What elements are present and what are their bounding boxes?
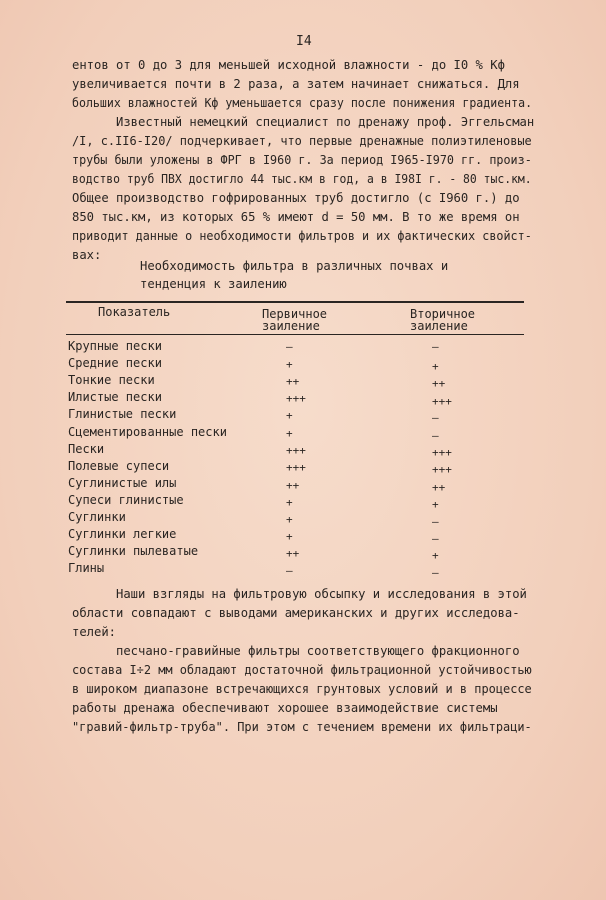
- table-caption-line: тенденция к заилению: [140, 277, 287, 291]
- primary-mark: +++: [286, 392, 306, 405]
- text-line: увеличивается почти в 2 раза, а затем начинает снижаться. Для: [72, 77, 520, 91]
- secondary-mark: ++: [432, 481, 446, 494]
- primary-mark: ++: [286, 375, 300, 388]
- primary-mark: +: [286, 530, 293, 543]
- secondary-mark: +: [432, 360, 439, 373]
- header-primary-line2: заиление: [262, 319, 320, 333]
- table-row-label: Суглинки: [68, 510, 126, 524]
- text-line: /I, с.II6-I20/ подчеркивает, что первые дренажные полиэтиленовые: [72, 134, 532, 148]
- table-top-rule: [66, 301, 524, 303]
- table-row-label: Средние пески: [68, 356, 162, 370]
- text-line: телей:: [72, 625, 117, 639]
- table-row-label: Суглинки легкие: [68, 527, 177, 541]
- primary-mark: –: [286, 564, 293, 577]
- primary-mark: –: [286, 340, 293, 353]
- primary-mark: +: [286, 427, 293, 440]
- primary-mark: +++: [286, 444, 306, 457]
- secondary-mark: –: [432, 340, 439, 353]
- text-line: "гравий-фильтр-труба". При этом с течением времени их фильтраци-: [72, 720, 532, 734]
- table-row-label: Супеси глинистые: [68, 493, 184, 507]
- secondary-mark: +++: [432, 446, 452, 459]
- table-row-label: Полевые супеси: [68, 459, 170, 473]
- primary-mark: +: [286, 409, 293, 422]
- secondary-mark: –: [432, 532, 439, 545]
- text-line: трубы были уложены в ФРГ в I960 г. За период I965-I970 гг. произ-: [72, 153, 532, 167]
- primary-mark: +: [286, 496, 293, 509]
- primary-mark: ++: [286, 479, 300, 492]
- text-line: 850 тыс.км, из которых 65 % имеют d = 50 мм. В то же время он: [72, 210, 520, 224]
- text-line: приводит данные о необходимости фильтров и их фактических свойст-: [72, 229, 532, 243]
- table-row-label: Глины: [68, 561, 105, 575]
- table-row-label: Пески: [68, 442, 105, 456]
- secondary-mark: +++: [432, 463, 452, 476]
- secondary-mark: –: [432, 429, 439, 442]
- secondary-mark: +++: [432, 395, 452, 408]
- page-number: I4: [296, 34, 312, 49]
- text-line: водство труб ПВХ достигло 44 тыс.км в год, а в I98I г. - 80 тыс.км.: [72, 172, 532, 186]
- header-secondary-line2: заиление: [410, 319, 468, 333]
- text-line: Известный немецкий специалист по дренажу проф. Эггельсман: [116, 115, 535, 129]
- header-indicator: Показатель: [98, 305, 171, 319]
- text-line: Общее производство гофрированных труб достигло (с I960 г.) до: [72, 191, 520, 205]
- secondary-mark: +: [432, 498, 439, 511]
- text-line: больших влажностей Кф уменьшается сразу после понижения градиента.: [72, 96, 533, 110]
- text-line: в широком диапазоне встречающихся грунтовых условий и в процессе: [72, 682, 532, 696]
- table-row-label: Суглинистые илы: [68, 476, 177, 490]
- secondary-mark: ++: [432, 377, 446, 390]
- table-header-rule: [66, 334, 524, 335]
- text-line: вах:: [72, 248, 102, 262]
- table-row-label: Глинистые пески: [68, 407, 177, 421]
- header-secondary-line1: Вторичное: [410, 307, 476, 321]
- secondary-mark: –: [432, 515, 439, 528]
- table-row-label: Крупные пески: [68, 339, 162, 353]
- text-line: Наши взгляды на фильтровую обсыпку и исследования в этой: [116, 587, 527, 601]
- text-line: состава I÷2 мм обладают достаточной фильтрационной устойчивостью: [72, 663, 532, 677]
- text-line: области совпадают с выводами американских и других исследова-: [72, 606, 520, 620]
- table-row-label: Илистые пески: [68, 390, 162, 404]
- table-row-label: Сцементированные пески: [68, 425, 227, 439]
- secondary-mark: –: [432, 566, 439, 579]
- table-row-label: Суглинки пылеватые: [68, 544, 199, 558]
- table-row-label: Тонкие пески: [68, 373, 155, 387]
- header-primary-line1: Первичное: [262, 307, 328, 321]
- secondary-mark: +: [432, 549, 439, 562]
- text-line: ентов от 0 до 3 для меньшей исходной влажности - до I0 % Кф: [72, 58, 505, 72]
- primary-mark: ++: [286, 547, 300, 560]
- table-caption-line: Необходимость фильтра в различных почвах и: [140, 259, 449, 273]
- secondary-mark: –: [432, 411, 439, 424]
- primary-mark: +: [286, 513, 293, 526]
- primary-mark: +: [286, 358, 293, 371]
- text-line: работы дренажа обеспечивают хорошее взаимодействие системы: [72, 701, 498, 715]
- primary-mark: +++: [286, 461, 306, 474]
- text-line: песчано-гравийные фильтры соответствующего фракционного: [116, 644, 520, 658]
